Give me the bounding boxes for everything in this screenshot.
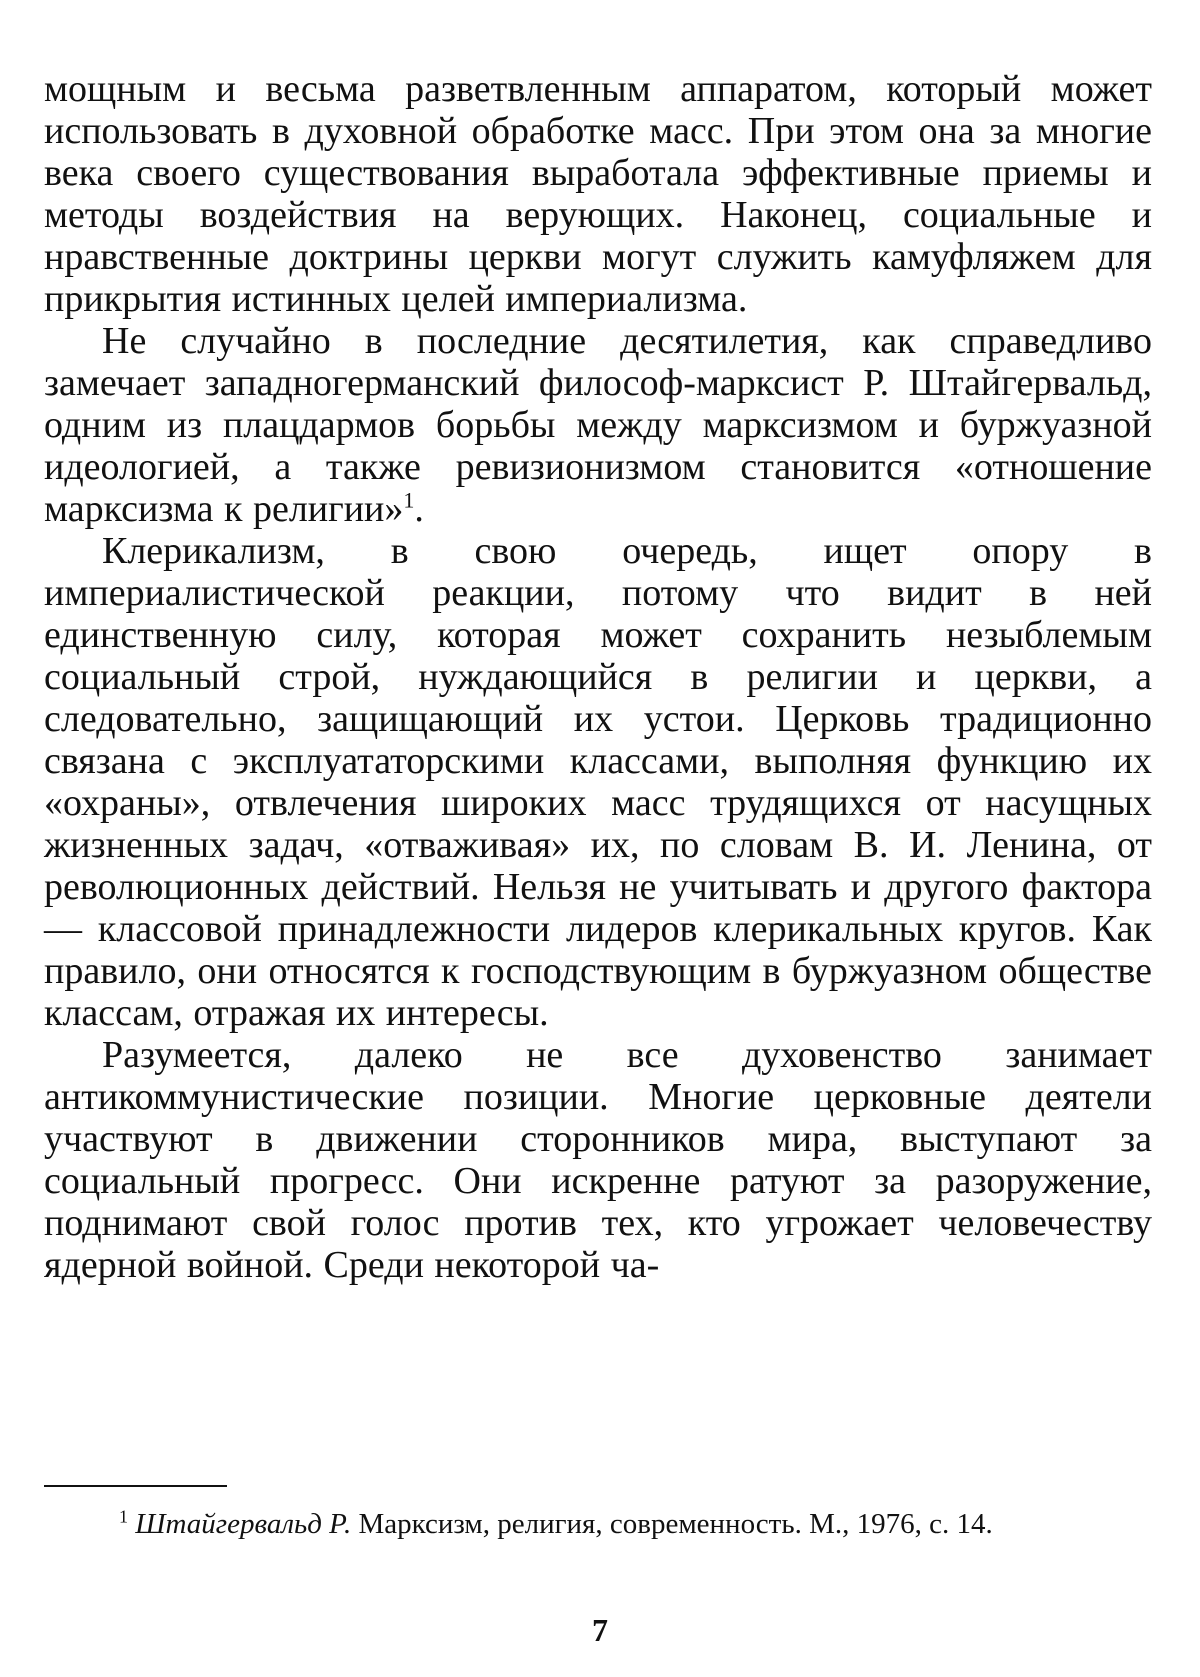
page-body — [44, 68, 1152, 1286]
footnote-text: Марксизм, религия, современность. М., 1976, с. 14. — [351, 1508, 993, 1540]
paragraph-4 — [44, 1034, 1152, 1286]
paragraph-3 — [44, 530, 1152, 1034]
paragraph-1 — [44, 68, 1152, 320]
paragraph-2-end: . — [414, 488, 424, 530]
paragraph-4-text: Разумеется, далеко не все духовенство занимает антикоммунистические позиции. Многие церковные деятели участвуют в движении сторонников мира, выступают за социальный прогресс. Они искренне ратуют за разоружение, поднимают свой голос против тех, кто угрожает человечеству ядерной войной. Среди некоторой ча- — [44, 1034, 1152, 1286]
footnote-author: Штайгервальд Р. — [135, 1508, 352, 1540]
paragraph-2-text: Не случайно в последние десятилетия, как справедливо замечает западногерманский философ-марксист Р. Штайгервальд, одним из плацдармов борьбы между марксизмом и буржуазной идеологией, а также ревизионизмом становится «отношение марксизма к религии» — [44, 320, 1152, 530]
paragraph-2 — [44, 320, 1152, 530]
paragraph-1-text: мощным и весьма разветвленным аппаратом, который может использовать в духовной обработке масс. При этом она за многие века своего существования выработала эффективные приемы и методы воздействия на верующих. Наконец, социальные и нравственные доктрины церкви могут служить камуфляжем для прикрытия истинных целей империализма. — [44, 68, 1152, 320]
footnote-mark: 1 — [119, 1506, 128, 1527]
paragraph-3-text: Клерикализм, в свою очередь, ищет опору в империалистической реакции, потому что видит в ней единственную силу, которая может сохранить незыблемым социальный строй, нуждающийся в религии и церкви, а следовательно, защищающий их устои. Церковь традиционно связана с эксплуататорскими классами, выполняя функцию их «охраны», отвлечения широких масс трудящихся от насущных жизненных задач, «отваживая» их, по словам В. И. Ленина, от революционных действий. Нельзя не учитывать и другого фактора — классовой принадлежности лидеров клерикальных кругов. Как правило, они относятся к господствующим в буржуазном обществе классам, отражая их интересы. — [44, 530, 1152, 1034]
footnote-reference[interactable]: 1 — [403, 487, 415, 513]
footnote-divider — [44, 1485, 227, 1487]
footnote — [44, 1505, 1152, 1543]
page-number: 7 — [592, 1612, 608, 1648]
